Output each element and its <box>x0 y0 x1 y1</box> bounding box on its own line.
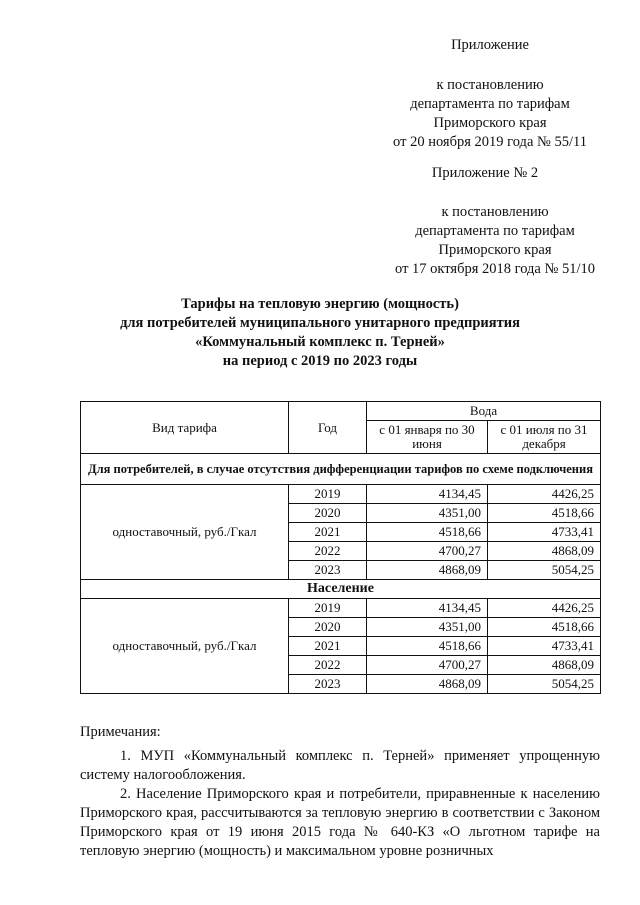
title-line: Тарифы на тепловую энергию (мощность) <box>181 296 459 312</box>
header-water: Вода <box>367 402 601 421</box>
year-cell: 2022 <box>289 542 367 561</box>
year-cell: 2021 <box>289 637 367 656</box>
header-tariff-type: Вид тарифа <box>81 402 289 454</box>
year-cell: 2022 <box>289 656 367 675</box>
tariff-table <box>80 401 601 694</box>
appendix2-line: к постановлению <box>441 204 549 220</box>
title-line: «Коммунальный комплекс п. Терней» <box>195 334 445 350</box>
appendix2-title: Приложение № 2 <box>431 165 539 181</box>
title-line: на период с 2019 по 2023 годы <box>222 353 418 369</box>
value-cell: 4426,25 <box>488 485 601 504</box>
year-cell: 2023 <box>289 561 367 580</box>
value-cell: 4351,00 <box>367 504 488 523</box>
appendix-line: к постановлению <box>436 77 544 93</box>
value-cell: 4733,41 <box>488 637 601 656</box>
note-item: 2. Население Приморского края и потребители, приравненные к населению Приморского края, рассчитываются за тепловую энергию в соответствии с Законом Приморского края от 19 июня 2015 года № 640-КЗ «О льготном тарифе на тепловую энергию (мощность) и максимальном уровне розничных <box>80 786 600 859</box>
section-heading: Для потребителей, в случае отсутствия дифференциации тарифов по схеме подключения <box>81 454 601 485</box>
tariff-type-cell: одноставочный, руб./Гкал <box>81 599 289 694</box>
year-cell: 2019 <box>289 599 367 618</box>
value-cell: 4700,27 <box>367 656 488 675</box>
appendix-title: Приложение <box>451 37 529 53</box>
value-cell: 5054,25 <box>488 675 601 694</box>
value-cell: 4518,66 <box>488 504 601 523</box>
value-cell: 4868,09 <box>367 675 488 694</box>
document-title <box>0 295 640 371</box>
year-cell: 2021 <box>289 523 367 542</box>
value-cell: 4518,66 <box>367 523 488 542</box>
header-first-half: с 01 января по 30 июня <box>367 421 488 454</box>
value-cell: 4134,45 <box>367 599 488 618</box>
value-cell: 4868,09 <box>488 656 601 675</box>
appendix-line: от 20 ноября 2019 года № 55/11 <box>393 134 587 150</box>
value-cell: 4134,45 <box>367 485 488 504</box>
year-cell: 2019 <box>289 485 367 504</box>
value-cell: 4518,66 <box>367 637 488 656</box>
value-cell: 5054,25 <box>488 561 601 580</box>
value-cell: 4868,09 <box>367 561 488 580</box>
title-line: для потребителей муниципального унитарного предприятия <box>120 315 520 331</box>
value-cell: 4518,66 <box>488 618 601 637</box>
note-item: 1. МУП «Коммунальный комплекс п. Терней» применяет упрощенную систему налогообложения. <box>80 748 600 783</box>
value-cell: 4700,27 <box>367 542 488 561</box>
year-cell: 2023 <box>289 675 367 694</box>
section-heading: Население <box>81 580 601 599</box>
notes <box>80 723 600 861</box>
header-year: Год <box>289 402 367 454</box>
header-second-half: с 01 июля по 31 декабря <box>488 421 601 454</box>
value-cell: 4733,41 <box>488 523 601 542</box>
value-cell: 4868,09 <box>488 542 601 561</box>
appendix2-line: от 17 октября 2018 года № 51/10 <box>395 261 595 277</box>
value-cell: 4426,25 <box>488 599 601 618</box>
appendix2-header <box>330 164 630 279</box>
appendix2-line: департамента по тарифам <box>415 223 575 239</box>
tariff-type-cell: одноставочный, руб./Гкал <box>81 485 289 580</box>
appendix-line: Приморского края <box>433 115 547 131</box>
value-cell: 4351,00 <box>367 618 488 637</box>
notes-heading: Примечания: <box>80 724 161 740</box>
year-cell: 2020 <box>289 618 367 637</box>
appendix2-line: Приморского края <box>438 242 552 258</box>
appendix-line: департамента по тарифам <box>410 96 570 112</box>
appendix-header <box>330 36 630 152</box>
year-cell: 2020 <box>289 504 367 523</box>
